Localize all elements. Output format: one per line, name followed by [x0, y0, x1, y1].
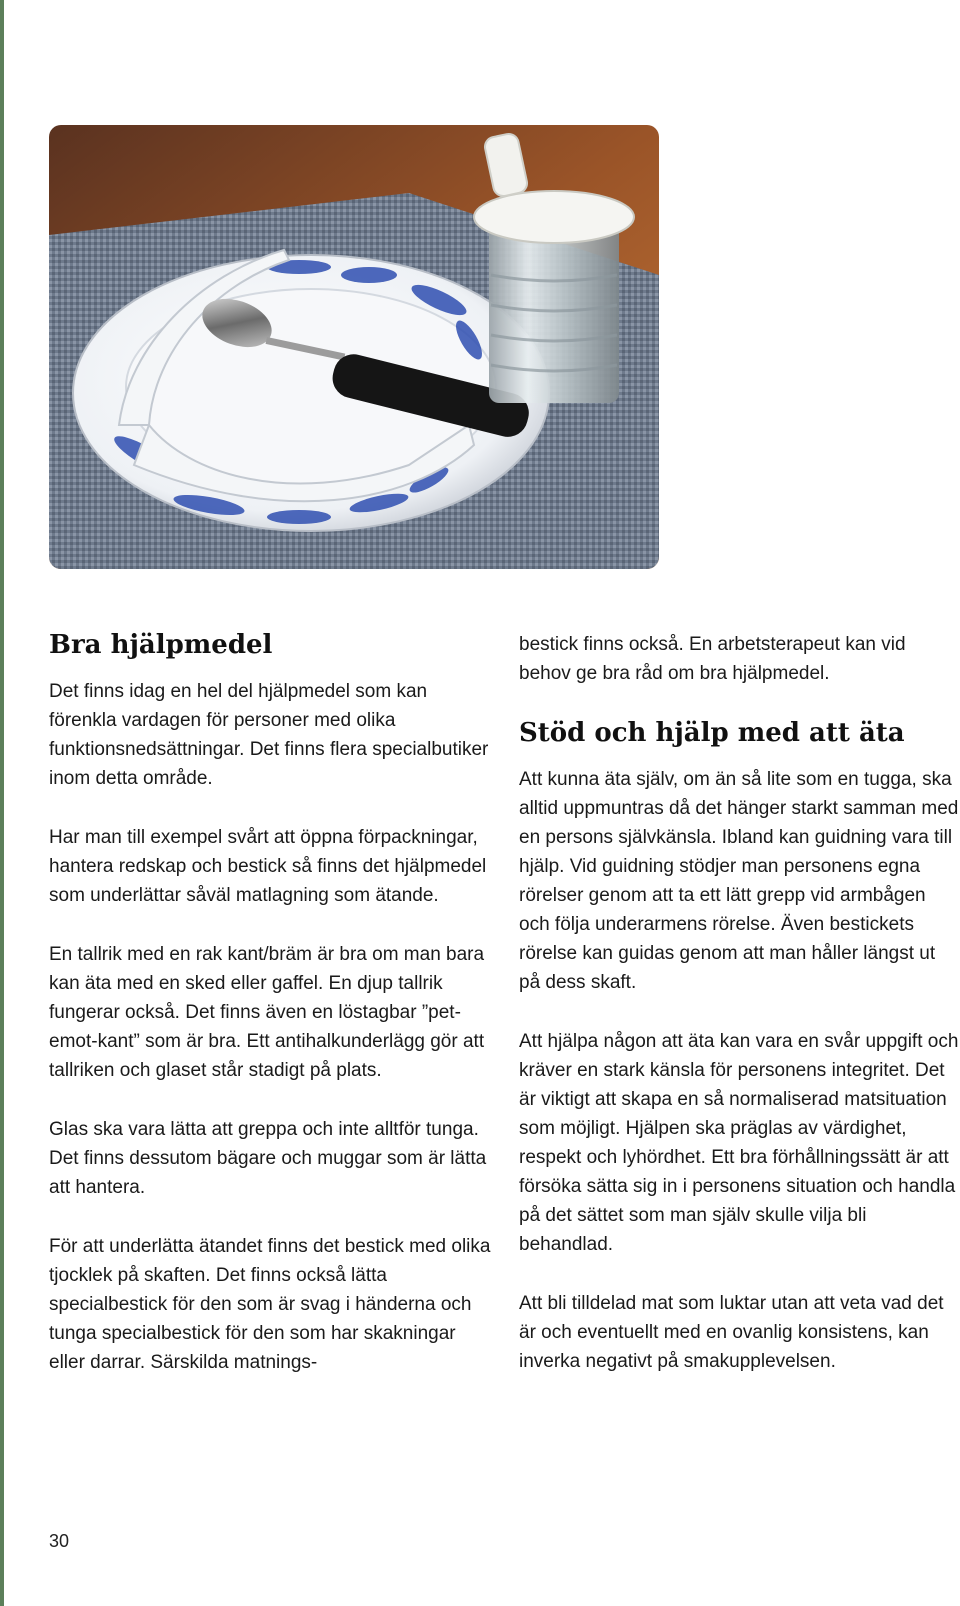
body-paragraph: Glas ska vara lätta att greppa och inte alltför tunga. Det finns dessutom bägare och muggar som är lätta att hantera.	[49, 1119, 487, 1198]
section-heading-stod-och-hjalp: Stöd och hjälp med att äta	[519, 718, 905, 748]
continuation-paragraph: bestick finns också. En arbetsterapeut kan vid behov ge bra råd om bra hjälpmedel.	[519, 634, 906, 684]
page-number: 30	[49, 1531, 70, 1551]
body-paragraph: Har man till exempel svårt att öppna förpackningar, hantera redskap och bestick så finns det hjälpmedel som underlättar såväl matlagning som ätande.	[49, 827, 487, 906]
body-paragraph: För att underlätta ätandet finns det bestick med olika tjocklek på skaften. Det finns också lätta specialbestick för den som är svag i händerna och tunga specialbestick för den som har skakningar eller darrar. Särskilda matnings-	[49, 1236, 491, 1373]
body-paragraph: Att bli tilldelad mat som luktar utan att veta vad det är och eventuellt med en ovanlig konsistens, kan inverka negativt på smakupplevelsen.	[519, 1293, 944, 1372]
body-paragraph: Att hjälpa någon att äta kan vara en svår uppgift och kräver en stark känsla för personens integritet. Det är viktigt att skapa en så normaliserad matsituation som möjligt. Hjälpen ska präglas av värdighet, respekt och lyhördhet. Ett bra förhållningssätt är att försöka sätta sig in i personens situation och handla på det sättet som man själv skulle vilja bli behandlad.	[519, 1031, 959, 1255]
left-column	[49, 628, 494, 1377]
page-edge-stripe	[0, 0, 4, 1606]
right-column	[519, 630, 959, 1376]
section-heading-bra-hjalpmedel: Bra hjälpmedel	[49, 630, 273, 660]
body-paragraph: Det finns idag en hel del hjälpmedel som kan förenkla vardagen för personer med olika funktionsnedsättningar. Det finns flera specialbutiker inom detta område.	[49, 681, 489, 789]
body-paragraph: En tallrik med en rak kant/bräm är bra om man bara kan äta med en sked eller gaffel. En djup tallrik fungerar också. Det finns även en löstagbar ”pet-emot-kant” som är bra. Ett antihalkunderlägg gör att tallriken och glaset står stadigt på plats.	[49, 944, 485, 1081]
plate-with-spoon-and-cup-photo	[49, 125, 659, 569]
body-paragraph: Att kunna äta själv, om än så lite som en tugga, ska alltid uppmuntras då det hänger starkt samman med en persons självkänsla. Ibland kan guidning vara till hjälp. Vid guidning stödjer man personens egna rörelser genom att ta ett lätt grepp vid armbågen och följa underarmens rörelse. Även bestickets rörelse kan guidas genom att man håller längst ut på dess skaft.	[519, 769, 959, 993]
